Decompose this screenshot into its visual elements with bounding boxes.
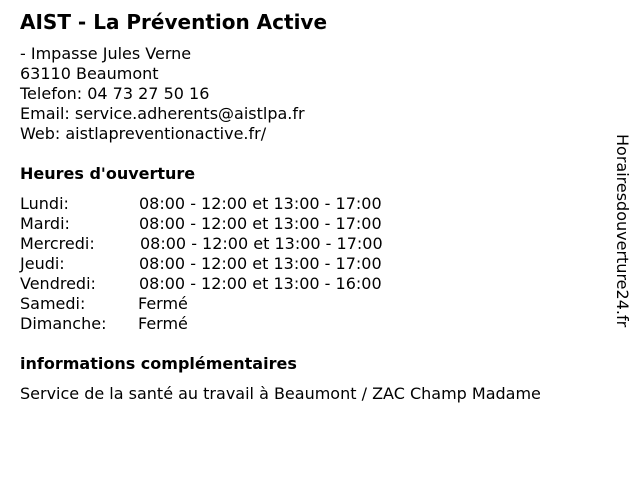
day-label: Jeudi: [20,254,65,273]
city-postal: 63110 Beaumont [20,64,159,83]
address-block [20,44,305,144]
hours-value: 08:00 - 12:00 et 13:00 - 17:00 [139,214,382,233]
day-label: Mercredi: [20,234,95,253]
web-line: Web: aistlapreventionactive.fr/ [20,124,267,143]
phone-line: Telefon: 04 73 27 50 16 [20,84,210,103]
site-watermark: Horairesdouverture24.fr [613,134,632,328]
day-label: Mardi: [20,214,70,233]
business-name: AIST - La Prévention Active [20,10,328,34]
hours-value: Fermé [138,314,188,333]
street-address: - Impasse Jules Verne [20,44,192,63]
hours-value: 08:00 - 12:00 et 13:00 - 17:00 [139,194,382,213]
day-label: Dimanche: [20,314,107,333]
hours-value: 08:00 - 12:00 et 13:00 - 16:00 [139,274,382,293]
hours-value: Fermé [138,294,188,313]
day-label: Vendredi: [20,274,96,293]
additional-info-text: Service de la santé au travail à Beaumont / ZAC Champ Madame [20,384,541,403]
email-line: Email: service.adherents@aistlpa.fr [20,104,305,123]
day-label: Samedi: [20,294,86,313]
opening-hours-heading: Heures d'ouverture [20,164,196,183]
hours-value: 08:00 - 12:00 et 13:00 - 17:00 [140,234,383,253]
hours-value: 08:00 - 12:00 et 13:00 - 17:00 [139,254,382,273]
day-label: Lundi: [20,194,69,213]
additional-info-heading: informations complémentaires [20,354,297,373]
